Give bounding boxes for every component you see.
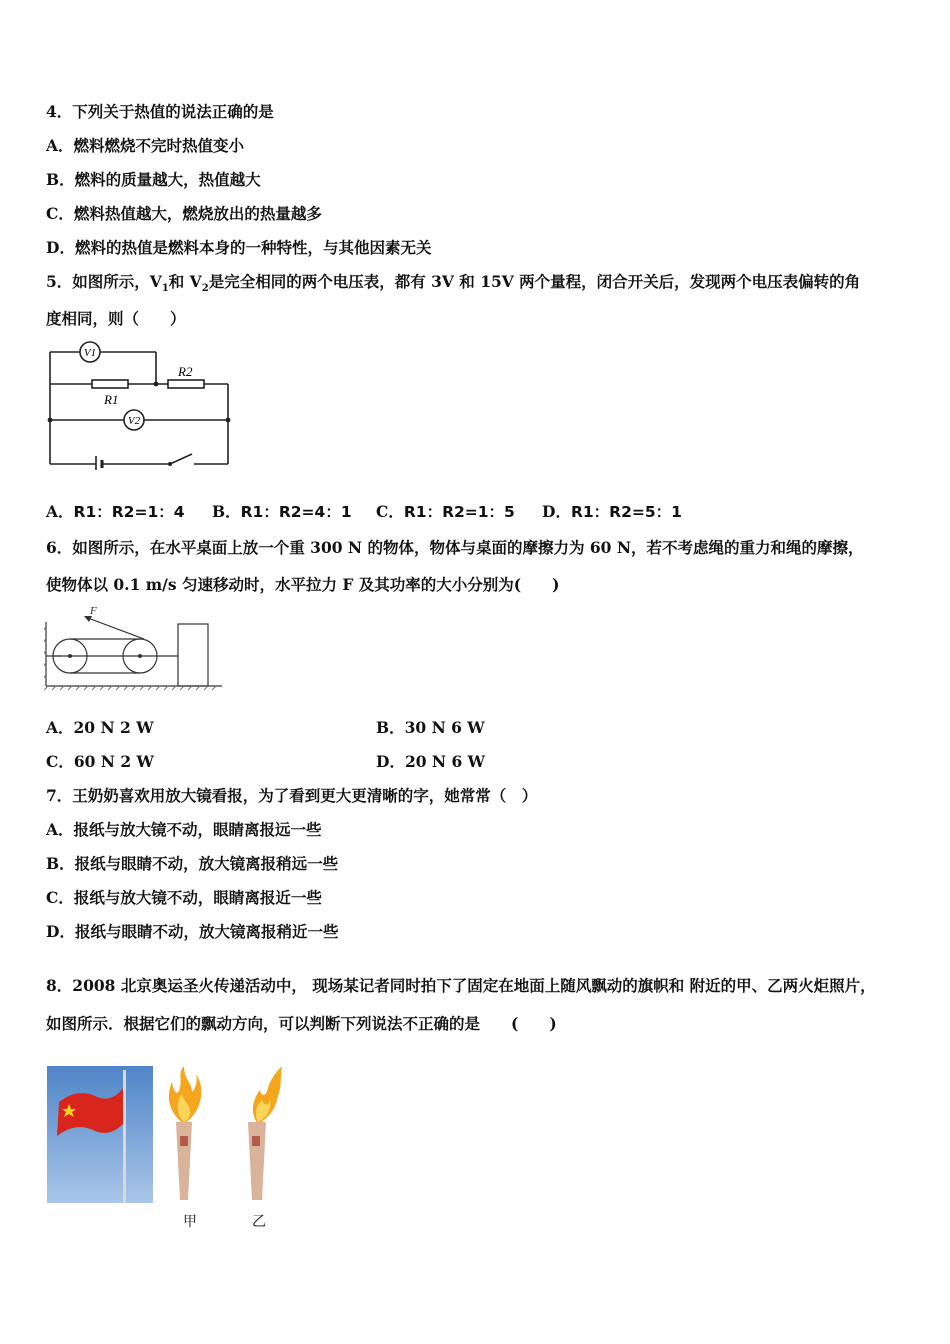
q4-option-d: D．燃料的热值是燃料本身的一种特性，与其他因素无关: [46, 238, 432, 257]
r2-label: R2: [178, 364, 193, 379]
q6-option-d: D．20 N 6 W: [376, 752, 486, 771]
q7-option-b: B．报纸与眼睛不动，放大镜离报稍远一些: [46, 854, 339, 873]
q6-option-b: B．30 N 6 W: [376, 718, 485, 737]
torch-jia: [162, 1066, 206, 1202]
q5-stem-line2: 度相同，则（ ）: [46, 309, 186, 328]
torch-label-yi: 乙: [252, 1214, 266, 1230]
q4-option-a: A．燃料燃烧不完时热值变小: [46, 136, 245, 155]
pulley-axle: [68, 654, 72, 658]
q5-circuit-diagram: [44, 340, 236, 470]
q6-stem-line2: 使物体以 0.1 m/s 匀速移动时，水平拉力 F 及其功率的大小分别为( ): [46, 575, 560, 594]
q5-option-d: D．R1：R2=5：1: [542, 502, 682, 521]
q5-option-a: A．R1：R2=1：4: [46, 502, 185, 521]
r1-label: R1: [104, 392, 119, 407]
q6-stem-line1: 6．如图所示，在水平桌面上放一个重 300 N 的物体，物体与桌面的摩擦力为 60 N，若不考虑绳的重力和绳的摩擦，: [46, 538, 864, 557]
force-label: F: [90, 605, 97, 617]
torch-emblem: [252, 1136, 260, 1146]
junction-dot: [226, 418, 231, 423]
q7-stem: 7．王奶奶喜欢用放大镜看报，为了看到更大更清晰的字，她常常（ ）: [46, 786, 538, 805]
q8-stem-line1: 8．2008 北京奥运圣火传递活动中， 现场某记者同时拍下了固定在地面上随风飘动的旗帜和 附近的甲、乙两火炬照片，: [46, 976, 876, 995]
q4-option-b: B．燃料的质量越大，热值越大: [46, 170, 261, 189]
q6-option-a: A．20 N 2 W: [46, 718, 154, 737]
junction-dot: [48, 418, 53, 423]
q5-option-b: B．R1：R2=4：1: [212, 502, 352, 521]
q4-option-c: C．燃料热值越大，燃烧放出的热量越多: [46, 204, 322, 223]
q7-option-d: D．报纸与眼睛不动，放大镜离报稍近一些: [46, 922, 339, 941]
q7-option-a: A．报纸与放大镜不动，眼睛离报远一些: [46, 820, 322, 839]
q6-option-c: C．60 N 2 W: [46, 752, 154, 771]
torch-label-jia: 甲: [183, 1214, 197, 1230]
junction-dot: [154, 382, 159, 387]
switch-pivot: [168, 462, 172, 466]
q5-stem-line1: 5．如图所示，$V_1$和 $V_2$是完全相同的两个电压表，都有 3V 和 15V 两个量程，闭合开关后，发现两个电压表偏转的角: [46, 272, 861, 295]
q4-stem: 4．下列关于热值的说法正确的是: [46, 102, 274, 121]
q8-stem-line2: 如图所示．根据它们的飘动方向，可以判断下列说法不正确的是 ( ): [46, 1014, 557, 1033]
flag-photo: [47, 1066, 153, 1203]
v2-label: V2: [127, 415, 141, 427]
pulley-axle: [138, 654, 142, 658]
torch-yi: [238, 1066, 284, 1202]
q5-option-c: C．R1：R2=1：5: [376, 502, 515, 521]
v1-label: V1: [83, 347, 97, 359]
q7-option-c: C．报纸与放大镜不动，眼睛离报近一些: [46, 888, 322, 907]
q6-pulley-diagram: [44, 602, 226, 694]
torch-emblem: [180, 1136, 188, 1146]
